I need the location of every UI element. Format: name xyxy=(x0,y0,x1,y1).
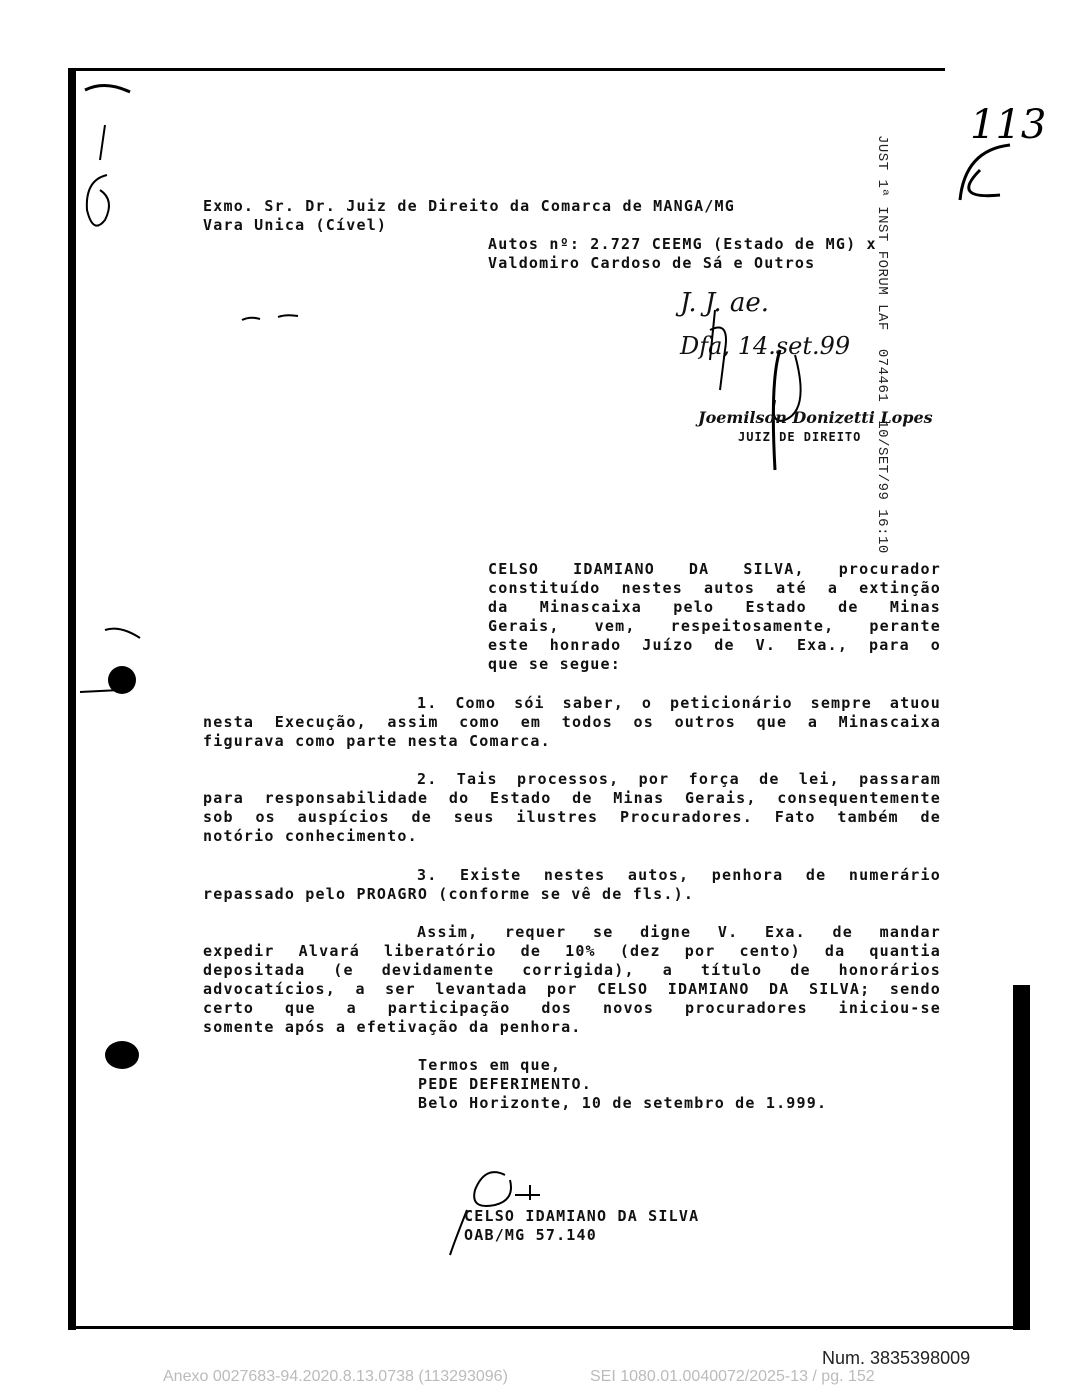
intro-line: CELSO IDAMIANO DA SILVA, procurador xyxy=(488,560,941,578)
paragraph-3 xyxy=(203,866,941,904)
margin-handwriting xyxy=(75,70,155,250)
paragraph-line: para responsabilidade do Estado de Minas Gerais, consequentemente xyxy=(203,789,941,807)
paragraph-line: advocatícios, a ser levantada por CELSO IDAMIANO DA SILVA; sendo xyxy=(203,980,941,998)
judge-name: Joemilson Donizetti Lopes xyxy=(698,408,933,427)
paragraph-2 xyxy=(203,770,941,846)
addressee-line2: Vara Unica (Cível) xyxy=(203,216,388,234)
sei-reference: SEI 1080.01.0040072/2025-13 / pg. 152 xyxy=(590,1368,875,1385)
intro-line: da Minascaixa pelo Estado de Minas xyxy=(488,598,941,616)
paragraph-line: Assim, requer se digne V. Exa. de mandar xyxy=(417,923,941,941)
paragraph-line: 3. Existe nestes autos, penhora de numerário xyxy=(417,866,941,884)
stamp-datetime: 10/SET/99 16:10 xyxy=(874,420,890,554)
paragraph-line: nesta Execução, assim como em todos os outros que a Minascaixa xyxy=(203,713,941,731)
paragraph-line: notório conhecimento. xyxy=(203,827,418,845)
closing-line1: Termos em que, xyxy=(418,1056,562,1074)
paragraph-line: sob os auspícios de seus ilustres Procuradores. Fato também de xyxy=(203,808,941,826)
judge-note: J. J. ae. xyxy=(680,288,770,318)
case-line2: Valdomiro Cardoso de Sá e Outros xyxy=(488,254,816,272)
paragraph-line: repassado pelo PROAGRO (conforme se vê de fls.). xyxy=(203,885,695,903)
paragraph-line: depositada (e devidamente corrigida), a título de honorários xyxy=(203,961,941,979)
hole-punch-bottom xyxy=(100,1035,145,1075)
paragraph-1 xyxy=(203,694,941,751)
paragraph-line: 1. Como sói saber, o peticionário sempre atuou xyxy=(417,694,941,712)
case-line1: Autos nº: 2.727 CEEMG (Estado de MG) x xyxy=(488,235,877,253)
stamp-court: JUST 1ª INST FORUM LAF xyxy=(874,135,890,331)
closing-line3: Belo Horizonte, 10 de setembro de 1.999. xyxy=(418,1094,828,1112)
intro-line: constituído nestes autos até a extinção xyxy=(488,579,941,597)
right-rule xyxy=(1013,985,1030,1330)
hole-punch-top xyxy=(80,620,150,700)
stamp-protocol: 074461 xyxy=(874,348,890,403)
top-rule xyxy=(70,68,945,71)
folio-number: 113 xyxy=(970,102,1047,148)
paragraph-line: somente após a efetivação da penhora. xyxy=(203,1018,582,1036)
closing-line2: PEDE DEFERIMENTO. xyxy=(418,1075,592,1093)
document-number: Num. 3835398009 xyxy=(822,1348,971,1368)
judge-date: Dfa, 14.set.99 xyxy=(680,332,851,360)
paragraph-line: expedir Alvará liberatório de 10% (dez por cento) da quantia xyxy=(203,942,941,960)
signature-oab: OAB/MG 57.140 xyxy=(464,1226,597,1244)
signature-name: CELSO IDAMIANO DA SILVA xyxy=(464,1207,700,1225)
paragraph-line: 2. Tais processos, por força de lei, passaram xyxy=(417,770,941,788)
folio-handwriting xyxy=(940,90,1047,210)
bottom-rule xyxy=(70,1326,1030,1329)
intro-line: este honrado Juízo de V. Exa., para o xyxy=(488,636,941,654)
annex-reference: Anexo 0027683-94.2020.8.13.0738 (113293096) xyxy=(163,1368,508,1385)
addressee-line1: Exmo. Sr. Dr. Juiz de Direito da Comarca de MANGA/MG xyxy=(203,197,735,215)
intro-block xyxy=(488,560,941,674)
left-rule xyxy=(68,68,76,1330)
judge-title: JUIZ DE DIREITO xyxy=(738,430,862,444)
paragraph-4 xyxy=(203,923,941,1037)
scan-mark xyxy=(240,308,310,328)
intro-line: que se segue: xyxy=(488,655,621,673)
paragraph-line: figurava como parte nesta Comarca. xyxy=(203,732,551,750)
paragraph-line: certo que a participação dos novos procuradores iniciou-se xyxy=(203,999,941,1017)
intro-line: Gerais, vem, respeitosamente, perante xyxy=(488,617,941,635)
